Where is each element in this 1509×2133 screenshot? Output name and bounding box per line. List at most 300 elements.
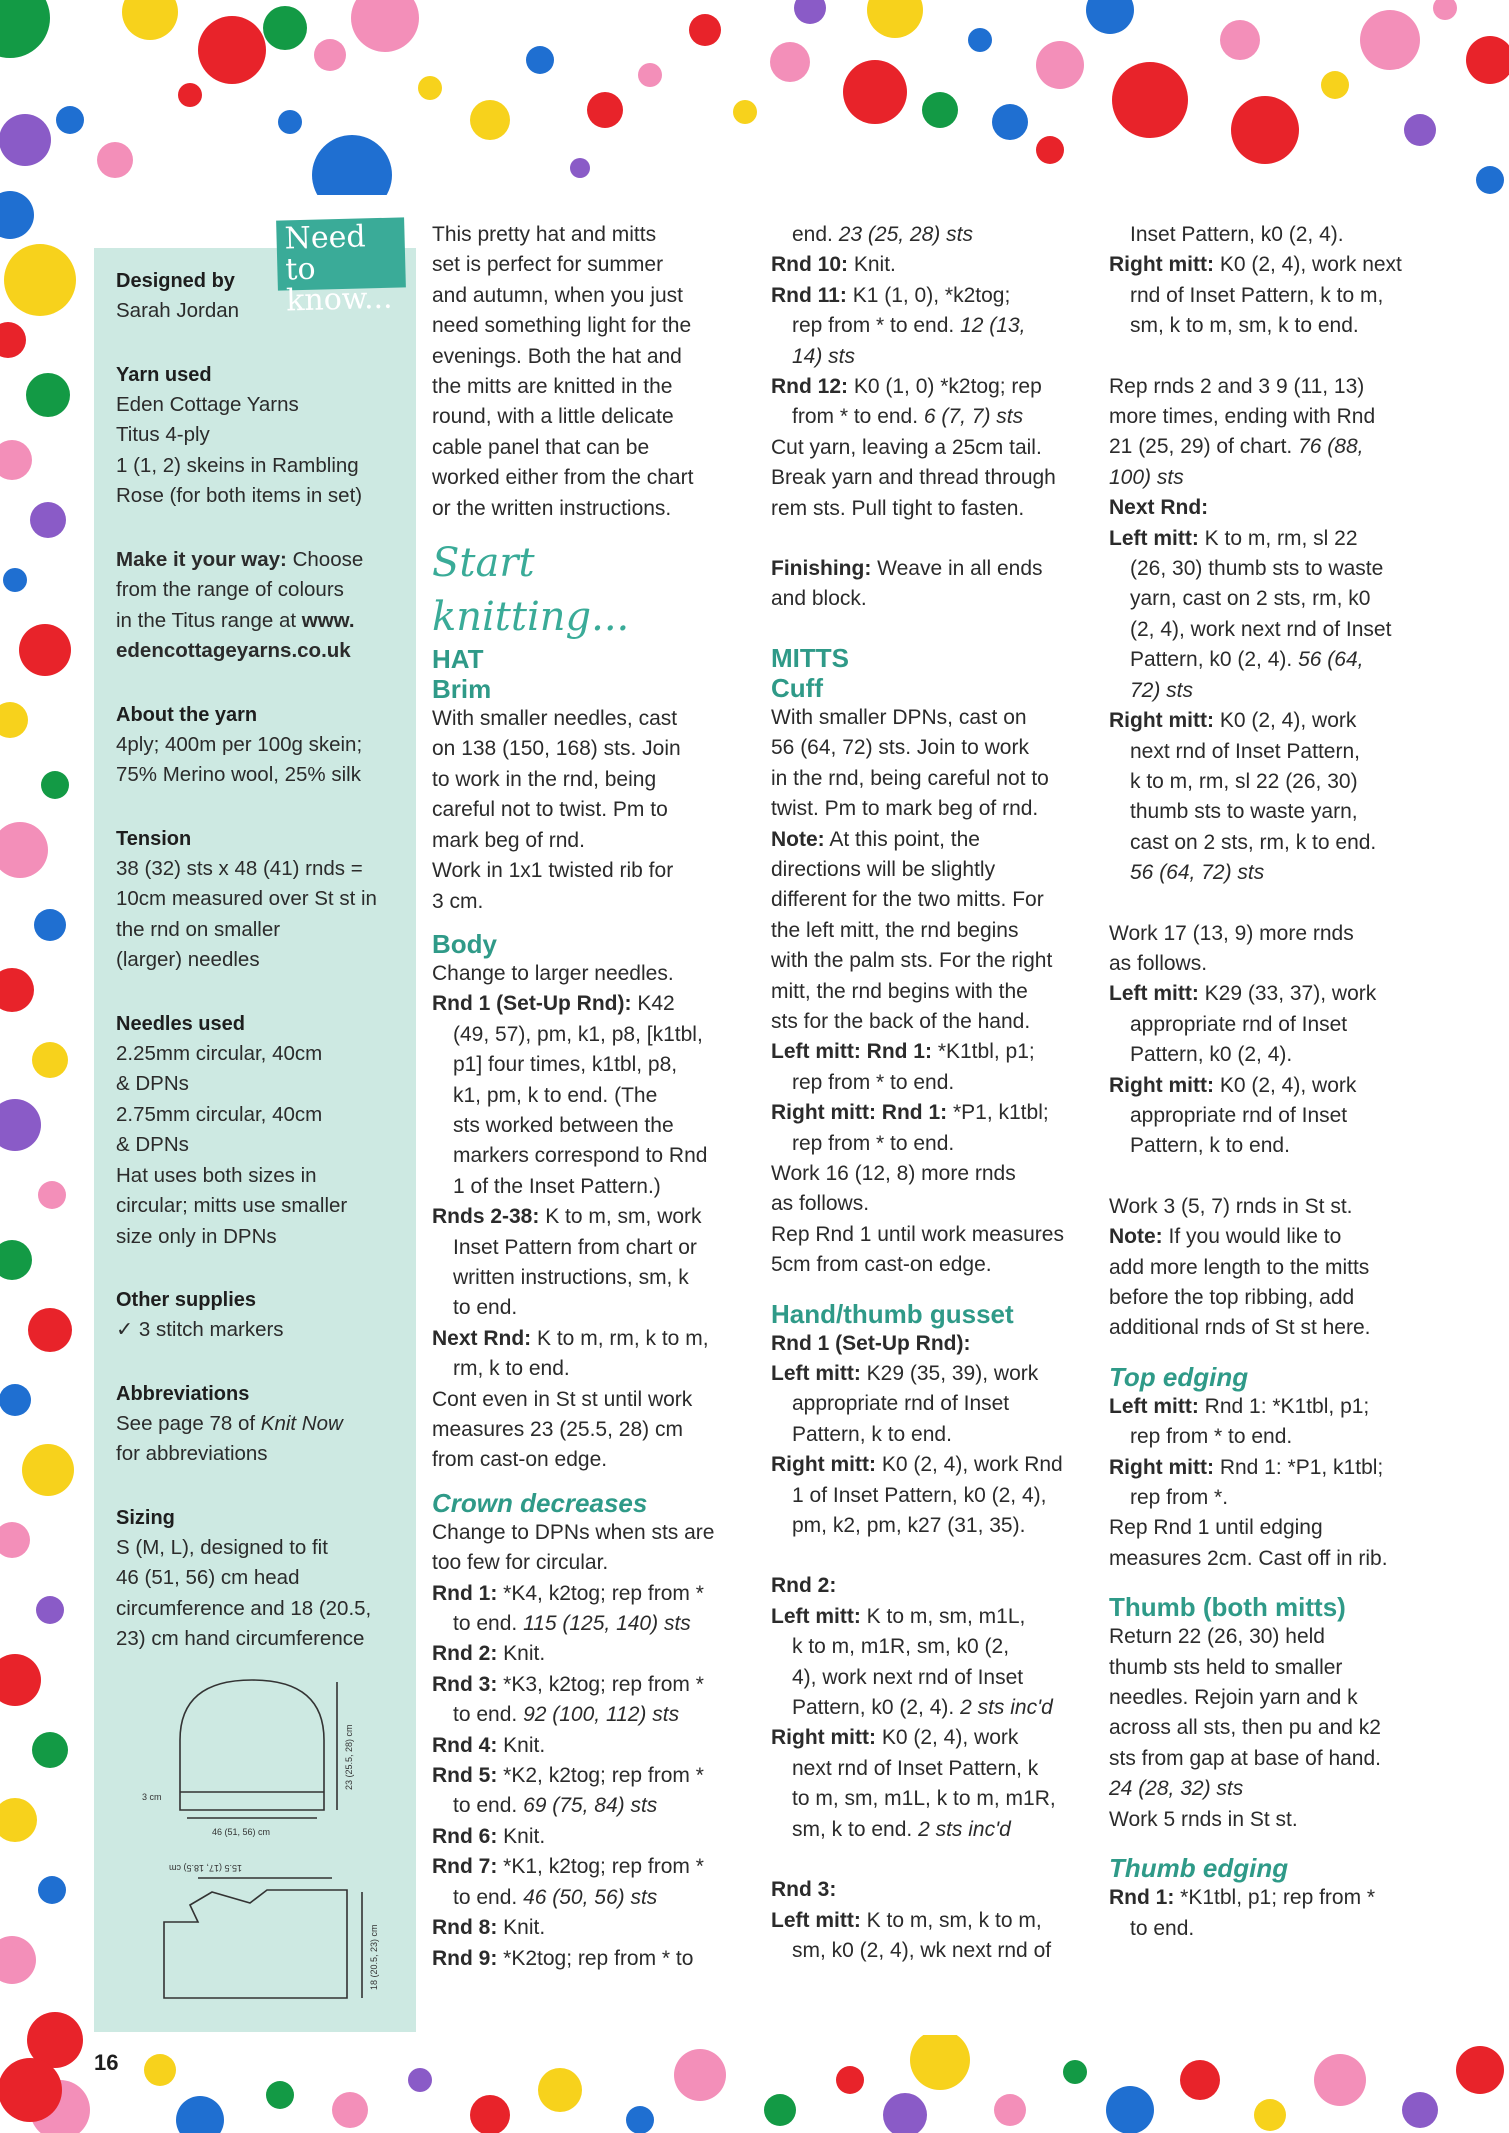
- thumb-edging-rnd: [1109, 1883, 1421, 1913]
- thumb-line: thumb sts held to smaller: [1109, 1655, 1343, 1679]
- rnd-label: Rnd 4:: [432, 1733, 498, 1757]
- make-line: [116, 606, 396, 637]
- rnd-label: Left mitt:: [771, 1604, 861, 1628]
- hat-width-label: 46 (51, 56) cm: [212, 1827, 271, 1837]
- brim-heading: Brim: [432, 674, 492, 705]
- tension-line: 10cm measured over St st in: [116, 887, 377, 910]
- abbrev-text: See page 78 of: [116, 1411, 261, 1435]
- stitch-count: 6 (7, 7) sts: [923, 405, 1024, 429]
- needles-line: circular; mitts use smaller: [116, 1194, 348, 1217]
- rnd-text: K to m, sm, k to m,: [860, 1908, 1042, 1932]
- hat-height-label: 23 (25.5, 28) cm: [344, 1724, 354, 1790]
- spacer: [771, 1845, 1083, 1875]
- thumb-line: across all sts, then pu and k2: [1109, 1716, 1381, 1740]
- intro-line: need something light for the: [432, 314, 692, 338]
- sizing-line: 46 (51, 56) cm head: [116, 1566, 300, 1589]
- gusset-right-mitt-2: to m, sm, m1L, k to m, m1R,: [792, 1787, 1056, 1811]
- stitch-count: 76 (88,: [1298, 435, 1364, 459]
- gusset-left-mitt-2: k to m, m1R, sm, k0 (2,: [792, 1635, 1010, 1659]
- rnd-1-line: 1 of the Inset Pattern.): [453, 1174, 661, 1198]
- rnd-label: Left mitt:: [771, 1908, 861, 1932]
- work-line: Rep Rnd 1 until work measures: [771, 1222, 1064, 1246]
- inset-line: Inset Pattern, k0 (2, 4).: [1130, 223, 1344, 246]
- rnd-label: Next Rnd:: [432, 1326, 532, 1350]
- rnd-12: [771, 402, 1083, 432]
- left-mitt-rnd-1: rep from * to end.: [792, 1070, 955, 1094]
- rnds-2-38-line: to end.: [453, 1296, 518, 1320]
- gusset-left-mitt-2: 4), work next rnd of Inset: [792, 1665, 1024, 1689]
- rnd-text: K0 (2, 4), work: [875, 1726, 1019, 1750]
- other-supplies-section: [116, 1285, 396, 1346]
- gusset-left-mitt-2: [771, 1693, 1083, 1723]
- brim-line: to work in the rnd, being: [432, 767, 657, 791]
- rnd-text: *K1tbl, p1;: [931, 1040, 1035, 1064]
- next-left-mitt: [1109, 676, 1421, 706]
- designed-by-title: Designed by: [116, 270, 235, 292]
- need-to-know-badge: [276, 217, 406, 319]
- rnd-text: K to m, sm, work: [539, 1205, 702, 1229]
- rnds-2-38-line: Inset Pattern from chart or: [453, 1235, 697, 1259]
- badge-line-1: Need to: [284, 219, 366, 288]
- rnd-label: Rnd 6:: [432, 1824, 498, 1848]
- rnd-text: K0 (2, 4), work Rnd: [875, 1453, 1063, 1477]
- abbreviations-section: [116, 1379, 396, 1470]
- thumb-edging-rnd: to end.: [1130, 1916, 1195, 1940]
- crown-rnd-7: [432, 1852, 744, 1882]
- rnd-text: Knit.: [497, 1733, 546, 1757]
- rnd-label: Right mitt: Rnd 1:: [771, 1101, 948, 1125]
- thumb-line: sts from gap at base of hand.: [1109, 1746, 1381, 1770]
- crown-rnd-2: [432, 1639, 744, 1669]
- supplies-line: ✓ 3 stitch markers: [116, 1318, 284, 1341]
- right-mitt-rnd-1: [771, 1098, 1083, 1128]
- abbrev-line: [116, 1409, 396, 1440]
- crown-decreases-heading: Crown decreases: [432, 1487, 648, 1518]
- gusset-right-mitt-2: [771, 1815, 1083, 1845]
- tension-line: the rnd on smaller: [116, 917, 281, 941]
- left-mitt-rnd-1: [771, 1037, 1083, 1067]
- rnd-11: [771, 311, 1083, 341]
- note-line: [1109, 1222, 1421, 1252]
- hat-outline: [180, 1680, 324, 1810]
- brim-label: 3 cm: [142, 1792, 162, 1802]
- tension-line: 38 (32) sts x 48 (41) rnds =: [116, 856, 363, 880]
- yarn-used-section: [116, 360, 396, 512]
- yarn-line: Rose (for both items in set): [116, 484, 363, 507]
- crown-line: too few for circular.: [432, 1551, 609, 1575]
- rnd-text: *K3, k2tog; rep from *: [497, 1672, 704, 1696]
- brim-line: on 138 (150, 168) sts. Join: [432, 737, 681, 761]
- rnd-label: Rnd 7:: [432, 1855, 498, 1879]
- rnd-text: K0 (2, 4), work next: [1213, 253, 1402, 277]
- stitch-count: 2 sts inc'd: [960, 1696, 1053, 1720]
- rnd-text: Knit.: [497, 1824, 546, 1848]
- column-1: [432, 220, 744, 1974]
- rnd-text: to end.: [453, 1794, 524, 1818]
- intro-line: and autumn, when you just: [432, 283, 683, 307]
- rnd-text: K29 (35, 39), work: [860, 1362, 1039, 1385]
- rnd-11: [771, 342, 1083, 372]
- yarn-line: Titus 4-ply: [116, 423, 210, 446]
- rnd-text: K to m, rm, k to m,: [531, 1326, 709, 1350]
- next-left-mitt: [1109, 524, 1421, 554]
- cuff-line: in the rnd, being careful not to: [771, 766, 1049, 790]
- note-line: before the top ribbing, add: [1109, 1286, 1355, 1309]
- body-heading: Body: [432, 928, 497, 959]
- rep-line: more times, ending with Rnd: [1109, 405, 1376, 429]
- rnd-12: [771, 372, 1083, 402]
- column-3: [1109, 220, 1421, 1944]
- rnd-label: Rnds 2-38:: [432, 1205, 540, 1229]
- rnd-1-line: k1, pm, k to end. (The: [453, 1083, 658, 1107]
- work-17-line: Work 17 (13, 9) more rnds: [1109, 921, 1354, 945]
- intro-line: the mitts are knitted in the: [432, 375, 673, 399]
- rnd-text: K0 (2, 4), work: [1213, 1073, 1357, 1097]
- rnd-text: sm, k to end.: [792, 1817, 919, 1841]
- rnds-2-38-line: written instructions, sm, k: [453, 1265, 689, 1289]
- stitch-count: 92 (100, 112) sts: [523, 1703, 680, 1727]
- stitch-count: 46 (50, 56) sts: [523, 1885, 658, 1909]
- cuff-line: 56 (64, 72) sts. Join to work: [771, 736, 1029, 760]
- yarn-line: Eden Cottage Yarns: [116, 392, 299, 416]
- stitch-count: 72) sts: [1130, 678, 1194, 702]
- about-line: 4ply; 400m per 100g skein;: [116, 732, 363, 756]
- gusset-right-mitt: 1 of Inset Pattern, k0 (2, 4),: [792, 1483, 1047, 1507]
- next-right-mitt: cast on 2 sts, rm, k to end.: [1130, 830, 1377, 854]
- work-right-mitt: [1109, 1071, 1421, 1101]
- next-rnd-line: [432, 1324, 744, 1354]
- start-knitting-heading: Start knitting...: [432, 540, 630, 641]
- note-line: mitt, the rnd begins with the: [771, 979, 1028, 1003]
- note-label: Note:: [771, 827, 825, 851]
- rnd-text: K29 (33, 37), work: [1198, 982, 1377, 1006]
- rnds-2-38-line: [432, 1202, 744, 1232]
- crown-rnd-7: [432, 1883, 744, 1913]
- schematic-diagram: [132, 1660, 402, 2000]
- rnd-label: Rnd 12:: [771, 375, 849, 399]
- make-text: Choose: [286, 547, 364, 571]
- crown-rnd-5: [432, 1791, 744, 1821]
- rep-line: [1109, 463, 1421, 493]
- gusset-rnd-2: [771, 1571, 1083, 1601]
- work-3-line: Work 3 (5, 7) rnds in St st.: [1109, 1194, 1353, 1218]
- sizing-line: circumference and 18 (20.5,: [116, 1596, 372, 1620]
- crown-rnd-8: [432, 1913, 744, 1943]
- stitch-count: 100) sts: [1109, 465, 1184, 489]
- next-right-mitt: k to m, rm, sl 22 (26, 30): [1130, 769, 1358, 793]
- rnd-11: [771, 281, 1083, 311]
- about-yarn-section: [116, 700, 396, 791]
- cuff-line: twist. Pm to mark beg of rnd.: [771, 797, 1039, 821]
- cuff-line: With smaller DPNs, cast on: [771, 705, 1027, 729]
- gusset-left-mitt-2: [771, 1602, 1083, 1632]
- mitts-heading: MITTS: [771, 642, 849, 673]
- next-left-mitt: (2, 4), work next rnd of Inset: [1130, 617, 1392, 641]
- right-mitt-rnd-1: rep from * to end.: [792, 1131, 955, 1155]
- note-line: the left mitt, the rnd begins: [771, 918, 1019, 942]
- hat-heading: HAT: [432, 644, 484, 675]
- rnd-text: K42: [631, 992, 675, 1016]
- gusset-heading: Hand/thumb gusset: [771, 1298, 1014, 1329]
- gusset-right-mitt: pm, k2, pm, k27 (31, 35).: [792, 1514, 1026, 1538]
- brim-line: careful not to twist. Pm to: [432, 798, 668, 822]
- rnd-text: At this point, the: [824, 827, 980, 851]
- cut-line: Break yarn and thread through: [771, 466, 1056, 490]
- rnd-text: K0 (1, 0) *k2tog; rep: [848, 375, 1042, 399]
- gusset-rnd-1: [771, 1329, 1083, 1359]
- crown-rnd-9-end: [771, 220, 1083, 250]
- rnd-label: Left mitt:: [771, 1362, 861, 1385]
- website-link[interactable]: edencottageyarns.co.uk: [116, 639, 351, 662]
- next-right-mitt: [1109, 858, 1421, 888]
- brim-line: With smaller needles, cast: [432, 707, 678, 731]
- mitt-height-label: 18 (20.5, 23) cm: [369, 1924, 379, 1990]
- rnd-label: Left mitt:: [1109, 1394, 1199, 1418]
- work-line: as follows.: [771, 1192, 870, 1216]
- cont-line: from cast-on edge.: [432, 1448, 608, 1472]
- intro-line: worked either from the chart: [432, 466, 694, 490]
- rnd-text: Pattern, k0 (2, 4).: [792, 1696, 961, 1720]
- needles-title: Needles used: [116, 1012, 245, 1035]
- next-left-mitt: (26, 30) thumb sts to waste: [1130, 557, 1384, 581]
- rnd-label: Finishing:: [771, 557, 872, 581]
- rnd-text: *P1, k1tbl;: [947, 1101, 1049, 1125]
- top-edging-heading: Top edging: [1109, 1361, 1249, 1392]
- note-label: Note:: [1109, 1225, 1163, 1249]
- rnd-label: Left mitt: Rnd 1:: [771, 1040, 932, 1064]
- right-mitt-line: sm, k to m, sm, k to end.: [1130, 314, 1359, 338]
- cuff-heading: Cuff: [771, 672, 823, 703]
- gusset-right-mitt-2: [771, 1723, 1083, 1753]
- note-line: directions will be slightly: [771, 857, 996, 881]
- rnd-label: Right mitt:: [1109, 1455, 1214, 1479]
- needles-line: Hat uses both sizes in: [116, 1163, 317, 1187]
- thumb-line: Return 22 (26, 30) held: [1109, 1625, 1325, 1649]
- rnd-text: end.: [792, 223, 839, 246]
- note-line: add more length to the mitts: [1109, 1255, 1370, 1279]
- page-number: 16: [94, 2050, 119, 2075]
- rnd-text: Rnd 1: *P1, k1tbl;: [1213, 1455, 1384, 1479]
- rnd-text: to end.: [453, 1885, 524, 1909]
- gusset-left-mitt: [771, 1359, 1083, 1389]
- work-line: 5cm from cast-on edge.: [771, 1253, 992, 1277]
- cut-line: Cut yarn, leaving a 25cm tail.: [771, 435, 1042, 459]
- rnd-label: Rnd 1 (Set-Up Rnd):: [771, 1331, 971, 1355]
- rnd-text: *K4, k2tog; rep from *: [497, 1581, 704, 1605]
- about-yarn-title: About the yarn: [116, 703, 258, 726]
- rep-rnd-line: measures 2cm. Cast off in rib.: [1109, 1546, 1388, 1570]
- rnd-text: K0 (2, 4), work: [1213, 709, 1357, 733]
- note-line: with the palm sts. For the right: [771, 949, 1053, 973]
- rnd-10: [771, 250, 1083, 280]
- yarn-line: 1 (1, 2) skeins in Rambling: [116, 453, 359, 477]
- next-right-mitt: thumb sts to waste yarn,: [1130, 800, 1358, 824]
- designer-name: Sarah Jordan: [116, 299, 240, 322]
- needles-line: & DPNs: [116, 1133, 189, 1156]
- column-2: [771, 220, 1083, 1966]
- spacer: [1109, 889, 1421, 919]
- tension-section: [116, 824, 396, 976]
- stitch-count: 2 sts inc'd: [918, 1817, 1011, 1841]
- thumb-line: Work 5 rnds in St st.: [1109, 1807, 1298, 1831]
- rnd-text: to end.: [453, 1703, 524, 1727]
- note-line: [771, 825, 1083, 855]
- make-label: Make it your way:: [116, 547, 287, 571]
- note-line: different for the two mitts. For: [771, 888, 1044, 912]
- rnd-label: Rnd 2:: [771, 1574, 837, 1598]
- spacer: [771, 524, 1083, 554]
- rnd-label: Rnd 10:: [771, 253, 849, 277]
- make-line: from the range of colours: [116, 578, 344, 601]
- rnd-label: Rnd 11:: [771, 283, 847, 307]
- note-line: additional rnds of St st here.: [1109, 1316, 1371, 1340]
- make-it-your-way-section: [116, 545, 396, 667]
- cont-line: Cont even in St st until work: [432, 1387, 693, 1411]
- intro-line: set is perfect for summer: [432, 253, 664, 277]
- make-text: in the Titus range at: [116, 608, 302, 632]
- top-right-mitt: rep from *.: [1130, 1486, 1229, 1510]
- crown-rnd-1: [432, 1579, 744, 1609]
- work-left-mitt: appropriate rnd of Inset: [1130, 1012, 1348, 1036]
- rnd-label: Rnd 2:: [432, 1642, 498, 1666]
- finishing-line: and block.: [771, 587, 867, 611]
- top-left-mitt: [1109, 1392, 1421, 1422]
- needles-line: 2.75mm circular, 40cm: [116, 1102, 323, 1126]
- thumb-line: [1109, 1774, 1421, 1804]
- other-supplies-title: Other supplies: [116, 1289, 257, 1311]
- crown-rnd-4: [432, 1731, 744, 1761]
- crown-line: Change to DPNs when sts are: [432, 1520, 715, 1544]
- gusset-left-mitt-3: [771, 1906, 1083, 1936]
- gusset-left-mitt: Pattern, k to end.: [792, 1422, 952, 1446]
- rnd-label: Left mitt:: [1109, 982, 1199, 1006]
- rep-line: Rep rnds 2 and 3 9 (11, 13): [1109, 374, 1365, 398]
- rnd-text: Rnd 1: *K1tbl, p1;: [1198, 1394, 1370, 1418]
- rnd-label: Right mitt:: [1109, 1073, 1214, 1097]
- rnd-label: Rnd 3:: [432, 1672, 498, 1696]
- rnd-text: *K1, k2tog; rep from *: [497, 1855, 704, 1879]
- brim-line: mark beg of rnd.: [432, 828, 585, 852]
- intro-line: or the written instructions.: [432, 496, 672, 520]
- abbreviations-title: Abbreviations: [116, 1382, 250, 1405]
- work-left-mitt: Pattern, k0 (2, 4).: [1130, 1043, 1293, 1067]
- rnd-text: Knit.: [848, 253, 896, 277]
- tension-title: Tension: [116, 827, 192, 850]
- rnd-label: Right mitt:: [771, 1453, 876, 1477]
- next-left-mitt: yarn, cast on 2 sts, rm, k0: [1130, 587, 1371, 611]
- body-line: Change to larger needles.: [432, 961, 674, 985]
- rnd-text: from * to end.: [792, 405, 924, 429]
- rnd-text: to end.: [453, 1612, 524, 1636]
- website-link[interactable]: www.: [301, 608, 355, 632]
- crown-rnd-6: [432, 1822, 744, 1852]
- tension-line: (larger) needles: [116, 948, 260, 971]
- stitch-count: 12 (13,: [960, 314, 1026, 338]
- thumb-edging-heading: Thumb edging: [1109, 1853, 1289, 1884]
- needles-section: [116, 1009, 396, 1253]
- badge-line-2: know...: [285, 280, 393, 319]
- sizing-section: [116, 1503, 396, 1655]
- rnd-1-line: [432, 989, 744, 1019]
- needles-line: & DPNs: [116, 1072, 189, 1095]
- stitch-count: 23 (25, 28) sts: [838, 223, 973, 246]
- sizing-title: Sizing: [116, 1506, 175, 1529]
- rnd-text: Knit.: [497, 1642, 546, 1666]
- crown-rnd-5: [432, 1761, 744, 1791]
- note-line: sts for the back of the hand.: [771, 1009, 1031, 1033]
- sizing-line: S (M, L), designed to fit: [116, 1535, 328, 1559]
- top-right-mitt: [1109, 1453, 1421, 1483]
- work-right-mitt: appropriate rnd of Inset: [1130, 1103, 1348, 1127]
- crown-rnd-3: [432, 1670, 744, 1700]
- rnd-label: Rnd 8:: [432, 1916, 498, 1940]
- stitch-count: 24 (28, 32) sts: [1109, 1777, 1244, 1801]
- rnd-text: *K1tbl, p1; rep from *: [1174, 1886, 1376, 1910]
- spacer: [1109, 1162, 1421, 1192]
- rnd-label: Rnd 3:: [771, 1878, 837, 1902]
- abbrev-line: for abbreviations: [116, 1442, 268, 1465]
- next-left-mitt: [1109, 645, 1421, 675]
- top-left-mitt: rep from * to end.: [1130, 1425, 1293, 1449]
- mitt-width-label: 15.5 (17, 18.5) cm: [168, 1863, 242, 1873]
- rnd-text: rep from * to end.: [792, 314, 961, 338]
- rnd-label: Right mitt:: [1109, 709, 1214, 733]
- stitch-count: 56 (64,: [1298, 648, 1364, 672]
- next-rnd-line: rm, k to end.: [453, 1357, 570, 1381]
- brim-line: Work in 1x1 twisted rib for: [432, 859, 674, 883]
- yarn-used-title: Yarn used: [116, 363, 212, 386]
- rnd-text: K to m, rm, sl 22: [1198, 526, 1358, 550]
- mitt-outline: [164, 1890, 347, 1998]
- make-line: [116, 545, 396, 576]
- rnd-text: 21 (25, 29) of chart.: [1109, 435, 1299, 459]
- gusset-right-mitt: [771, 1450, 1083, 1480]
- rnd-label: Rnd 1:: [1109, 1886, 1175, 1910]
- brim-line: 3 cm.: [432, 889, 484, 913]
- rnd-label: Rnd 5:: [432, 1764, 498, 1788]
- intro-line: This pretty hat and mitts: [432, 223, 657, 246]
- gusset-left-mitt: appropriate rnd of Inset: [792, 1392, 1010, 1416]
- rnd-text: If you would like to: [1162, 1225, 1342, 1249]
- work-17-line: as follows.: [1109, 951, 1208, 975]
- spacer: [1109, 342, 1421, 372]
- stitch-count: 115 (125, 140) sts: [523, 1612, 691, 1636]
- finishing-line: [771, 554, 1083, 584]
- stitch-count: 69 (75, 84) sts: [523, 1794, 658, 1818]
- rep-rnd-line: Rep Rnd 1 until edging: [1109, 1516, 1323, 1540]
- crown-rnd-9: [432, 1944, 744, 1974]
- crown-rnd-1: [432, 1609, 744, 1639]
- rnd-text: *K2, k2tog; rep from *: [497, 1764, 704, 1788]
- intro-line: cable panel that can be: [432, 435, 650, 459]
- next-right-mitt: next rnd of Inset Pattern,: [1130, 739, 1360, 763]
- right-mitt-line: rnd of Inset Pattern, k to m,: [1130, 283, 1384, 307]
- rnd-1-line: p1] four times, k1tbl, p8,: [453, 1053, 678, 1077]
- cont-line: measures 23 (25.5, 28) cm: [432, 1418, 683, 1441]
- stitch-count: 14) sts: [792, 344, 856, 368]
- thumb-heading: Thumb (both mitts): [1109, 1592, 1346, 1623]
- sizing-line: 23) cm hand circumference: [116, 1627, 365, 1650]
- rnd-label: Right mitt:: [771, 1726, 876, 1750]
- rnd-1-line: markers correspond to Rnd: [453, 1144, 708, 1168]
- rnd-label: Rnd 1 (Set-Up Rnd):: [432, 992, 632, 1016]
- rnd-text: Knit.: [497, 1916, 546, 1940]
- intro-line: evenings. Both the hat and: [432, 344, 682, 368]
- rnd-text: Pattern, k0 (2, 4).: [1130, 648, 1299, 672]
- rnd-1-line: sts worked between the: [453, 1113, 674, 1137]
- needles-line: 2.25mm circular, 40cm: [116, 1041, 323, 1065]
- work-left-mitt: [1109, 979, 1421, 1009]
